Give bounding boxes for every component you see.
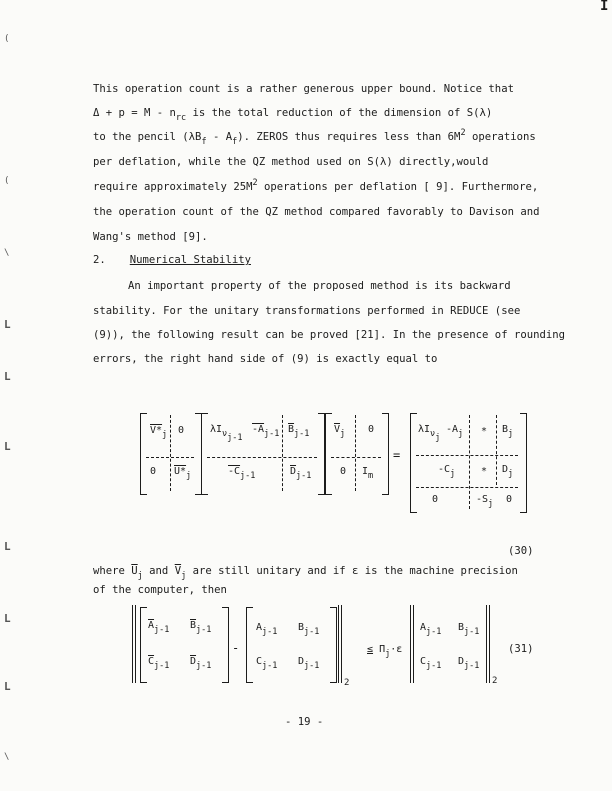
margin-mark: L — [4, 440, 11, 453]
bracket-left — [410, 413, 417, 513]
paragraph-line: where $\overline{U}_j$ and $\overline{V}_j$ are still unitary and if ε is the machine precision — [93, 565, 518, 581]
bracket-left — [140, 607, 147, 683]
partition-line — [416, 455, 518, 456]
matrix-cell: 0 — [340, 466, 347, 477]
paragraph-line: An important property of the proposed method is its backward — [128, 280, 511, 292]
margin-mark: L — [4, 540, 11, 553]
matrix-cell: $\overline{D}_{j-1}$ — [290, 466, 312, 481]
matrix-cell: $C_{j-1}$ — [420, 656, 442, 671]
margin-mark: ( — [4, 176, 10, 186]
paragraph-line: $\Delta + p = M - n_{rc}$ is the total reduction of the dimension of S(λ) — [93, 107, 493, 123]
matrix-cell: $D_j$ — [502, 464, 514, 479]
norm-bar — [413, 605, 414, 683]
margin-mark: \ — [4, 752, 10, 762]
paragraph-line: require approximately $25M^2$ operations per deflation [ 9]. Furthermore, — [93, 178, 539, 193]
norm-bar — [410, 605, 411, 683]
paragraph-line: of the computer, then — [93, 584, 227, 596]
margin-mark: L — [4, 370, 11, 383]
partition-line — [355, 415, 356, 491]
bracket-right — [330, 607, 337, 683]
partition-line — [331, 457, 381, 458]
bracket-right — [318, 413, 325, 495]
matrix-cell: $\overline{B}_{j-1}$ — [288, 424, 310, 439]
matrix-cell: $-C_{j-1}$ — [228, 466, 256, 481]
partition-line — [170, 415, 171, 491]
section-heading: 2. Numerical Stability — [93, 254, 251, 266]
margin-mark: \ — [4, 248, 10, 258]
norm-bar — [135, 605, 136, 683]
margin-mark: ( — [4, 34, 10, 44]
paragraph-line: stability. For the unitary transformations performed in REDUCE (see — [93, 305, 521, 317]
bracket-left — [325, 413, 332, 495]
paragraph-line: the operation count of the QZ method compared favorably to Davison and — [93, 206, 540, 218]
matrix-cell: $-S_j$ — [476, 494, 494, 509]
norm-subscript: 2 — [492, 676, 498, 686]
partition-line — [207, 457, 317, 458]
equation-number: (31) — [508, 643, 534, 655]
norm-bar — [486, 605, 487, 683]
matrix-cell: $\overline{B}_{j-1}$ — [190, 620, 212, 635]
matrix-cell: $\overline{V}_j$ — [334, 424, 346, 439]
bracket-left — [201, 413, 208, 495]
paragraph-line: Wang's method [9]. — [93, 231, 208, 243]
matrix-cell: $I_m$ — [362, 466, 374, 481]
matrix-cell: $\overline{A}_{j-1}$ — [148, 620, 170, 635]
paragraph-line: This operation count is a rather generous upper bound. Notice that — [93, 83, 514, 95]
matrix-cell: $D_{j-1}$ — [298, 656, 320, 671]
matrix-cell: $B_{j-1}$ — [458, 622, 480, 637]
matrix-cell: $D_{j-1}$ — [458, 656, 480, 671]
matrix-cell: $A_{j-1}$ — [256, 622, 278, 637]
page-number: - 19 - — [285, 716, 324, 728]
paragraph-line: per deflation, while the QZ method used on S(λ) directly,would — [93, 156, 489, 168]
matrix-cell: $-A_{j-1}$ — [252, 424, 280, 439]
matrix-cell: $-C_j$ — [438, 464, 456, 479]
matrix-cell: 0 — [506, 494, 513, 505]
norm-bar — [132, 605, 133, 683]
norm-bar — [338, 605, 339, 683]
matrix-cell: 0 — [368, 424, 375, 435]
bracket-right — [222, 607, 229, 683]
matrix-cell: 0 — [150, 466, 157, 477]
margin-mark: L — [4, 612, 11, 625]
partition-line — [282, 415, 283, 491]
minus-sign: - — [232, 641, 240, 655]
corner-mark: I — [600, 0, 609, 14]
bracket-right — [382, 413, 389, 495]
norm-bar — [341, 605, 342, 683]
equation-number: (30) — [508, 545, 534, 557]
matrix-cell: 0 — [178, 425, 185, 436]
paragraph-line: to the pencil $(\lambda B_f - A_f)$. ZEROS thus requires less than $6M^2$ operations — [93, 128, 536, 147]
matrix-cell: $U*_j$ — [174, 466, 192, 481]
partition-line — [496, 415, 497, 485]
bracket-left — [246, 607, 253, 683]
matrix-cell: * — [481, 466, 488, 477]
margin-mark: L — [4, 680, 11, 693]
norm-subscript: 2 — [344, 678, 350, 688]
matrix-cell: 0 — [432, 494, 439, 505]
matrix-cell: $C_{j-1}$ — [256, 656, 278, 671]
matrix-cell: $-A_j$ — [446, 424, 464, 439]
norm-bar — [489, 605, 490, 683]
margin-mark: L — [4, 318, 11, 331]
partition-line — [146, 457, 194, 458]
partition-line — [469, 415, 470, 509]
matrix-cell: $V*_j$ — [150, 425, 168, 440]
paragraph-line: (9)), the following result can be proved [21]. In the presence of rounding — [93, 329, 565, 341]
inequality: ≤ $\Pi_j\cdot\varepsilon$ — [367, 644, 403, 659]
matrix-cell: $\lambda I_{\nu j-1}$ — [210, 424, 243, 443]
bracket-left — [140, 413, 147, 495]
matrix-cell: $B_j$ — [502, 424, 514, 439]
paragraph-line: errors, the right hand side of (9) is exactly equal to — [93, 353, 438, 365]
partition-line — [416, 487, 518, 488]
matrix-cell: $\overline{D}_{j-1}$ — [190, 656, 212, 671]
matrix-cell: $B_{j-1}$ — [298, 622, 320, 637]
matrix-cell: $A_{j-1}$ — [420, 622, 442, 637]
matrix-cell: * — [481, 426, 488, 437]
equals-sign: = — [393, 448, 401, 462]
matrix-cell: $\lambda I_{\nu j}$ — [418, 424, 441, 443]
bracket-right — [520, 413, 527, 513]
matrix-cell: $\overline{C}_{j-1}$ — [148, 656, 170, 671]
